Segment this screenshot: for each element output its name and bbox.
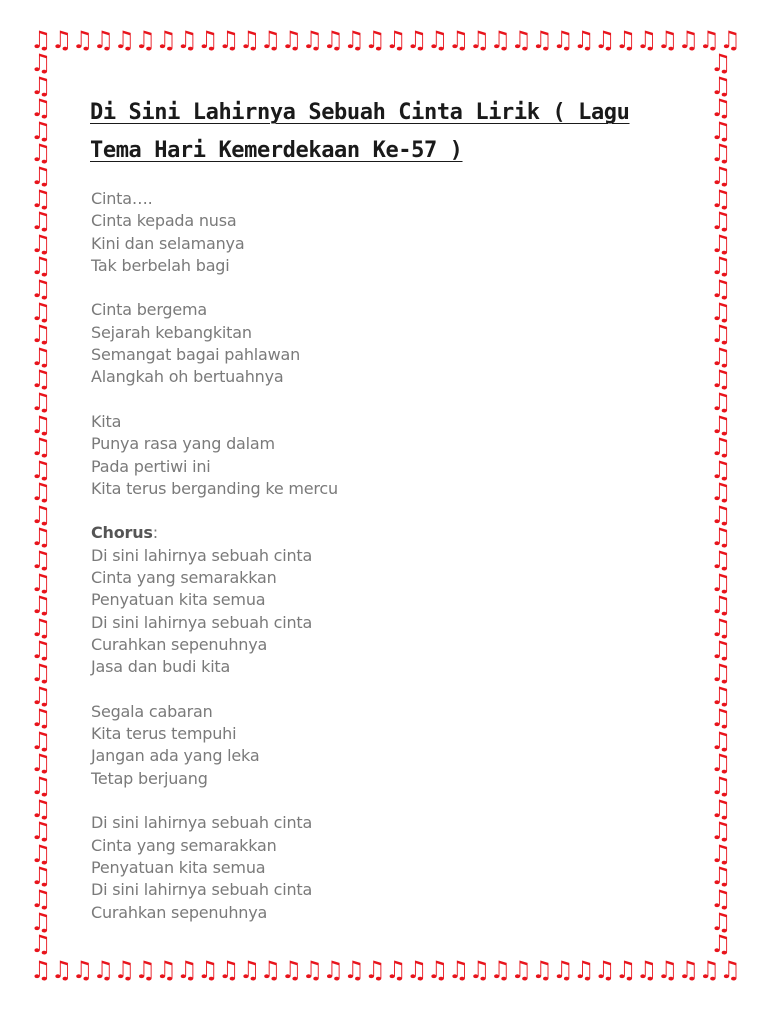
lyric-line: Segala cabaran	[91, 701, 213, 721]
lyric-line: Di sini lahirnya sebuah cinta	[91, 880, 313, 900]
music-note-icon: ♫	[677, 958, 700, 984]
music-note-icon: ♫	[259, 958, 282, 984]
music-note-icon: ♫	[30, 365, 52, 394]
music-note-icon: ♫	[710, 139, 732, 168]
border-top-music-notes	[30, 28, 742, 58]
music-note-icon: ♫	[30, 433, 52, 462]
music-note-icon: ♫	[30, 342, 52, 371]
music-note-icon: ♫	[510, 958, 532, 984]
music-note-icon: ♫	[710, 659, 732, 688]
lyric-line: Cinta yang semarakkan	[91, 835, 277, 855]
music-note-icon: ♫	[30, 52, 52, 77]
music-note-icon: ♫	[710, 433, 732, 462]
music-note-icon: ♫	[30, 320, 52, 349]
music-note-icon: ♫	[30, 958, 52, 984]
music-note-icon: ♫	[30, 523, 52, 552]
lyric-line: Di sini lahirnya sebuah cinta	[91, 813, 313, 833]
lyric-line: Pada pertiwi ini	[91, 456, 211, 476]
border-right-music-notes	[710, 52, 740, 964]
music-note-icon: ♫	[30, 500, 52, 529]
lyric-line: Di sini lahirnya sebuah cinta	[91, 612, 313, 632]
music-note-icon: ♫	[573, 28, 595, 54]
music-note-icon: ♫	[710, 772, 732, 800]
music-note-icon: ♫	[719, 28, 741, 54]
music-note-icon: ♫	[30, 884, 52, 913]
music-note-icon: ♫	[710, 161, 732, 190]
music-note-icon: ♫	[510, 28, 532, 54]
music-note-icon: ♫	[710, 252, 732, 281]
music-note-icon: ♫	[677, 28, 700, 54]
lyric-line: Sejarah kebangkitan	[91, 322, 252, 342]
music-note-icon: ♫	[238, 28, 261, 54]
music-note-icon: ♫	[176, 28, 198, 54]
lyric-line: Di sini lahirnya sebuah cinta	[91, 545, 313, 565]
music-note-icon: ♫	[30, 455, 52, 484]
music-note-icon: ♫	[30, 207, 52, 236]
music-note-icon: ♫	[30, 772, 52, 800]
music-note-icon: ♫	[447, 28, 470, 54]
music-note-icon: ♫	[30, 71, 52, 100]
music-note-icon: ♫	[155, 958, 177, 984]
lyric-line: Tetap berjuang	[91, 768, 208, 788]
music-note-icon: ♫	[218, 28, 240, 54]
lyric-line: Cinta yang semarakkan	[91, 568, 277, 588]
music-note-icon: ♫	[30, 907, 52, 936]
stanza-chorus	[91, 522, 651, 678]
music-note-icon: ♫	[71, 28, 94, 54]
music-note-icon: ♫	[30, 636, 52, 665]
music-note-icon: ♫	[259, 28, 282, 54]
music-note-icon: ♫	[552, 958, 574, 984]
lyric-line: Kini dan selamanya	[91, 233, 245, 253]
border-left-music-notes	[30, 52, 60, 964]
music-note-icon: ♫	[30, 478, 52, 507]
music-note-icon: ♫	[30, 94, 52, 123]
music-note-icon: ♫	[710, 930, 732, 959]
music-note-icon: ♫	[30, 817, 52, 846]
music-note-icon: ♫	[30, 252, 52, 281]
music-note-icon: ♫	[30, 591, 52, 620]
music-note-icon: ♫	[30, 116, 52, 145]
music-note-icon: ♫	[30, 613, 52, 642]
music-note-icon: ♫	[30, 794, 52, 823]
stanza-3	[91, 411, 651, 500]
music-note-icon: ♫	[710, 410, 732, 439]
music-note-icon: ♫	[30, 659, 52, 688]
music-note-icon: ♫	[531, 958, 553, 984]
music-note-icon: ♫	[468, 958, 491, 984]
lyric-line: Curahkan sepenuhnya	[91, 902, 268, 922]
music-note-icon: ♫	[385, 28, 407, 54]
music-note-icon: ♫	[489, 28, 512, 54]
music-note-icon: ♫	[710, 726, 732, 755]
music-note-icon: ♫	[635, 958, 658, 984]
music-note-icon: ♫	[710, 523, 732, 552]
music-note-icon: ♫	[710, 636, 732, 665]
music-note-icon: ♫	[531, 28, 553, 54]
music-note-icon: ♫	[710, 704, 732, 733]
music-note-icon: ♫	[710, 681, 732, 710]
music-note-icon: ♫	[710, 342, 732, 371]
music-note-icon: ♫	[710, 274, 732, 303]
lyric-line: Penyatuan kita semua	[91, 857, 266, 877]
music-note-icon: ♫	[710, 365, 732, 394]
music-note-icon: ♫	[710, 591, 732, 620]
music-note-icon: ♫	[30, 749, 52, 778]
music-note-icon: ♫	[301, 958, 324, 984]
music-note-icon: ♫	[710, 884, 732, 913]
music-note-icon: ♫	[280, 28, 303, 54]
music-note-icon: ♫	[406, 28, 428, 54]
music-note-icon: ♫	[238, 958, 261, 984]
music-note-icon: ♫	[489, 958, 512, 984]
music-note-icon: ♫	[710, 817, 732, 846]
music-note-icon: ♫	[92, 28, 115, 54]
stanza-1	[91, 188, 651, 277]
music-note-icon: ♫	[50, 958, 73, 984]
music-note-icon: ♫	[30, 546, 52, 575]
music-note-icon: ♫	[113, 958, 136, 984]
music-note-icon: ♫	[155, 28, 177, 54]
music-note-icon: ♫	[280, 958, 303, 984]
lyric-line: Curahkan sepenuhnya	[91, 634, 268, 654]
music-note-icon: ♫	[710, 71, 732, 100]
music-note-icon: ♫	[656, 958, 679, 984]
music-note-icon: ♫	[698, 958, 721, 984]
chorus-label: Chorus	[91, 523, 153, 543]
music-note-icon: ♫	[301, 28, 324, 54]
music-note-icon: ♫	[134, 958, 156, 984]
music-note-icon: ♫	[710, 500, 732, 529]
music-note-icon: ♫	[30, 139, 52, 168]
lyric-line: Tak berbelah bagi	[91, 255, 230, 275]
music-note-icon: ♫	[113, 28, 136, 54]
music-note-icon: ♫	[710, 794, 732, 823]
music-note-icon: ♫	[30, 161, 52, 190]
music-note-icon: ♫	[447, 958, 470, 984]
stanza-6	[91, 812, 651, 923]
music-note-icon: ♫	[710, 229, 732, 258]
music-note-icon: ♫	[573, 958, 595, 984]
music-note-icon: ♫	[30, 839, 52, 868]
music-note-icon: ♫	[30, 229, 52, 258]
music-note-icon: ♫	[426, 958, 449, 984]
music-note-icon: ♫	[710, 94, 732, 123]
music-note-icon: ♫	[710, 184, 732, 213]
music-note-icon: ♫	[719, 958, 741, 984]
music-note-icon: ♫	[710, 862, 732, 891]
lyric-line: Cinta bergema	[91, 300, 208, 320]
music-note-icon: ♫	[710, 116, 732, 145]
music-note-icon: ♫	[614, 28, 637, 54]
music-note-icon: ♫	[92, 958, 115, 984]
lyric-line: Kita terus tempuhi	[91, 724, 237, 744]
music-note-icon: ♫	[710, 52, 732, 77]
stanza-2	[91, 299, 651, 388]
music-note-icon: ♫	[364, 28, 386, 54]
music-note-icon: ♫	[343, 28, 365, 54]
music-note-icon: ♫	[322, 958, 344, 984]
music-note-icon: ♫	[364, 958, 386, 984]
music-note-icon: ♫	[218, 958, 240, 984]
lyric-line: Alangkah oh bertuahnya	[91, 367, 284, 387]
music-note-icon: ♫	[656, 28, 679, 54]
music-note-icon: ♫	[406, 958, 428, 984]
lyric-line: Kita terus berganding ke mercu	[91, 478, 338, 498]
music-note-icon: ♫	[50, 28, 73, 54]
music-note-icon: ♫	[698, 28, 721, 54]
music-note-icon: ♫	[710, 478, 732, 507]
music-note-icon: ♫	[710, 297, 732, 326]
music-note-icon: ♫	[30, 704, 52, 733]
music-note-icon: ♫	[30, 930, 52, 959]
lyric-line: Jangan ada yang leka	[91, 746, 260, 766]
music-note-icon: ♫	[710, 907, 732, 936]
border-bottom-music-notes	[30, 958, 742, 988]
music-note-icon: ♫	[322, 28, 344, 54]
music-note-icon: ♫	[30, 410, 52, 439]
music-note-icon: ♫	[710, 839, 732, 868]
music-note-icon: ♫	[710, 207, 732, 236]
music-note-icon: ♫	[30, 862, 52, 891]
music-note-icon: ♫	[343, 958, 365, 984]
music-note-icon: ♫	[710, 320, 732, 349]
music-note-icon: ♫	[710, 387, 732, 416]
music-note-icon: ♫	[30, 297, 52, 326]
music-note-icon: ♫	[594, 958, 616, 984]
music-note-icon: ♫	[30, 681, 52, 710]
music-note-icon: ♫	[710, 546, 732, 575]
music-note-icon: ♫	[594, 28, 616, 54]
lyric-line: Penyatuan kita semua	[91, 590, 266, 610]
music-note-icon: ♫	[71, 958, 94, 984]
music-note-icon: ♫	[30, 387, 52, 416]
music-note-icon: ♫	[134, 28, 156, 54]
music-note-icon: ♫	[30, 568, 52, 597]
music-note-icon: ♫	[710, 455, 732, 484]
music-note-icon: ♫	[30, 274, 52, 303]
music-note-icon: ♫	[176, 958, 198, 984]
music-note-icon: ♫	[30, 184, 52, 213]
lyric-line: Semangat bagai pahlawan	[91, 345, 301, 365]
music-note-icon: ♫	[385, 958, 407, 984]
lyric-line: Cinta….	[91, 189, 153, 208]
page-title: Di Sini Lahirnya Sebuah Cinta Lirik ( Lagu Tema Hari Kemerdekaan Ke-57 )	[90, 100, 630, 163]
music-note-icon: ♫	[552, 28, 574, 54]
music-note-icon: ♫	[426, 28, 449, 54]
music-note-icon: ♫	[710, 749, 732, 778]
chorus-heading	[91, 522, 651, 544]
music-note-icon: ♫	[197, 958, 219, 984]
music-note-icon: ♫	[197, 28, 219, 54]
music-note-icon: ♫	[30, 28, 52, 54]
lyric-line: Kita	[91, 411, 122, 431]
music-note-icon: ♫	[614, 958, 637, 984]
chorus-colon: :	[152, 523, 158, 543]
stanza-5	[91, 701, 651, 790]
music-note-icon: ♫	[710, 613, 732, 642]
music-note-icon: ♫	[710, 568, 732, 597]
lyric-line: Punya rasa yang dalam	[91, 434, 275, 454]
lyric-line: Jasa dan budi kita	[91, 657, 231, 677]
music-note-icon: ♫	[635, 28, 658, 54]
lyrics-body	[91, 188, 651, 946]
music-note-icon: ♫	[30, 726, 52, 755]
music-note-icon: ♫	[468, 28, 491, 54]
lyric-line: Cinta kepada nusa	[91, 211, 237, 231]
